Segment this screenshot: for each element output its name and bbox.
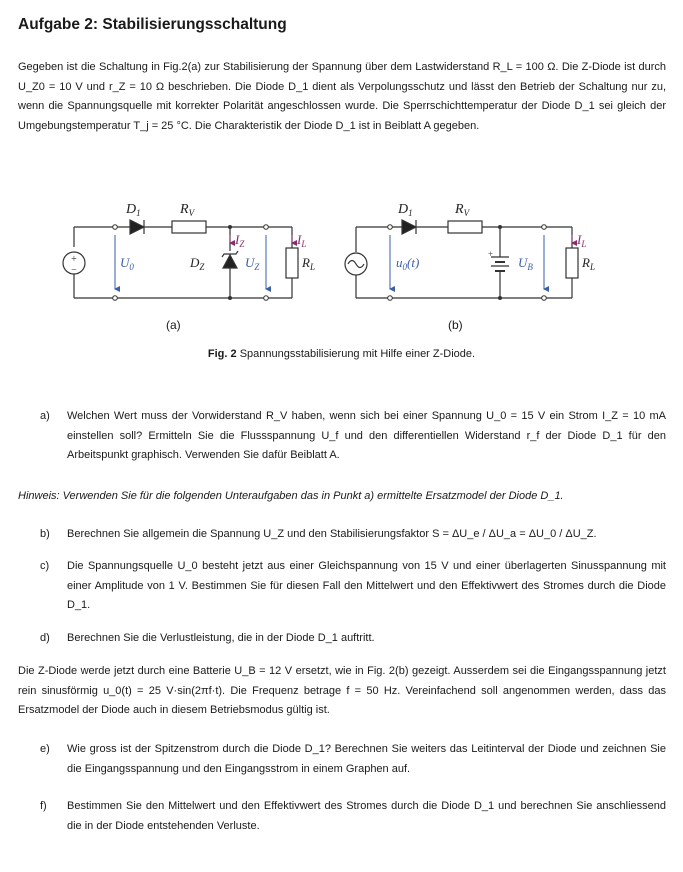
question-text: Wie gross ist der Spitzenstrom durch die Diode D_1? Berechnen Sie weiters das Leitinterval der Diode und zeichnen Sie die Eingangsspannung und den Eingangsstrom in einem Graphen auf.	[67, 743, 666, 775]
question-f	[40, 797, 666, 836]
question-d	[40, 629, 666, 649]
question-b	[40, 525, 666, 545]
resistor-rl-symbol	[286, 248, 298, 278]
intro-paragraph: Gegeben ist die Schaltung in Fig.2(a) zur Stabilisierung der Spannung über dem Lastwiderstand R_L = 100 Ω. Die Z-Diode ist durch U_Z0 = 10 V und r_Z = 10 Ω beschrieben. Die Diode D_1 dient als Verpolungsschutz und lässt den Betrieb der Schaltung nur zu, wenn die Spannungsquelle mit korrekter Polarität angeschlossen wurde. Die Sperrschichttemperatur der Diode D_1 sei gleich der Umgebungstemperatur T_j = 25 °C. Die Charakteristik der Diode D_1 ist in Beiblatt A gegeben.	[18, 61, 666, 132]
source-plus: +	[71, 254, 77, 265]
question-text: Welchen Wert muss der Vorwiderstand R_V haben, wenn sich bei einer Spannung U_0 = 15 V ein Strom I_Z = 10 mA einstellen soll? Ermitteln Sie die Flussspannung U_f und den differentiellen Widerstand r_f der Diode D_1 für den Arbeitspunkt graphisch. Verwenden Sie dafür Beiblatt A.	[67, 410, 666, 461]
subfigure-label-b: (b)	[448, 318, 463, 332]
label-il-b: I	[577, 232, 582, 247]
svg-text:RV: $R_V$	[180, 202, 195, 218]
battery-plus: +	[488, 249, 494, 259]
caption-label: Fig. 2	[207, 348, 237, 360]
task-title: Aufgabe 2: Stabilisierungsschaltung	[18, 16, 287, 33]
svg-text:RV: $R_V$	[455, 202, 470, 218]
question-label: a)	[40, 410, 50, 422]
diode-d1-b-symbol	[402, 220, 416, 234]
label-rl-b: R	[582, 255, 590, 270]
svg-text:DZ: $D_Z$	[190, 255, 205, 272]
label-rl-a: R	[302, 255, 310, 270]
label-u0: U	[120, 255, 130, 270]
question-label: e)	[40, 743, 50, 755]
source-minus: −	[71, 265, 77, 276]
figure-caption	[0, 348, 683, 360]
caption-text: Spannungsstabilisierung mit Hilfe einer Z-Diode.	[239, 348, 476, 360]
hint-text: Hinweis: Verwenden Sie für die folgenden Unteraufgaben das in Punkt a) ermittelte Ersatzmodel der Diode D_1.	[18, 490, 564, 502]
label-rv-b: R	[455, 202, 464, 217]
svg-text:UB: $U_B$	[518, 255, 533, 272]
label-rv-a: R	[180, 202, 189, 217]
svg-text:IL: $I_L$	[297, 232, 307, 249]
circuit-figure	[60, 195, 620, 345]
label-u0t: u	[396, 255, 403, 270]
question-text: Berechnen Sie allgemein die Spannung U_Z und den Stabilisierungsfaktor S = ΔU_e / ΔU_a = ΔU_0 / ΔU_Z.	[67, 528, 597, 540]
svg-text:IL: $I_L$	[577, 232, 587, 249]
circuit-b	[345, 220, 578, 298]
circuit-a	[63, 220, 298, 298]
label-ub: U	[518, 255, 528, 270]
label-iz: I	[235, 232, 240, 247]
question-label: c)	[40, 560, 50, 572]
svg-text:UZ: $U_Z$	[245, 255, 260, 272]
svg-text:D1: $D_1$	[398, 202, 413, 218]
svg-text:RL: $R_L$	[582, 255, 595, 272]
label-d1-a: D	[126, 202, 137, 217]
zdiode-paragraph: Die Z-Diode werde jetzt durch eine Batterie U_B = 12 V ersetzt, wie in Fig. 2(b) gezeigt. Ausserdem sei die Eingangsspannung jetzt rein sinusförmig u_0(t) = 25 V·sin(2πf·t). Die Frequenz betrage f = 50 Hz. Vereinfachend soll angenommen werden, dass das Ersatzmodel der Diode auch in diesem Betriebsmodus gültig ist.	[18, 665, 666, 716]
resistor-rl-b-symbol	[566, 248, 578, 278]
svg-text:U0: $U_0$	[120, 255, 134, 272]
zener-diode-symbol	[223, 255, 237, 268]
question-label: d)	[40, 632, 50, 644]
question-a	[40, 407, 666, 466]
svg-text:RL: $R_L$	[302, 255, 315, 272]
svg-text:IZ: $I_Z$	[235, 232, 245, 249]
resistor-rv-b-symbol	[448, 221, 482, 233]
question-text: Bestimmen Sie den Mittelwert und den Effektivwert des Stromes durch die Diode D_1 und berechnen Sie anschliessend die in der Diode entstehenden Verluste.	[67, 800, 666, 832]
subfigure-label-a: (a)	[166, 318, 181, 332]
label-d1-b: D	[398, 202, 409, 217]
question-text: Die Spannungsquelle U_0 besteht jetzt aus einer Gleichspannung von 15 V und einer überlagerten Sinusspannung mit einer Amplitude von 1 V. Bestimmen Sie für diesen Fall den Mittelwert und den Effektivwert des Stromes durch die Diode D_1.	[67, 560, 666, 611]
svg-text:D1: $D_1$	[126, 202, 141, 218]
question-label: b)	[40, 528, 50, 540]
label-dz: D	[190, 255, 200, 270]
label-il-a: I	[297, 232, 302, 247]
question-e	[40, 740, 666, 779]
resistor-rv-symbol	[172, 221, 206, 233]
diode-d1-symbol	[130, 220, 144, 234]
label-uz: U	[245, 255, 255, 270]
question-text: Berechnen Sie die Verlustleistung, die in der Diode D_1 auftritt.	[67, 632, 375, 644]
question-c	[40, 557, 666, 616]
svg-text:u0(t): $u_0(t)$	[396, 255, 420, 272]
question-label: f)	[40, 800, 47, 812]
